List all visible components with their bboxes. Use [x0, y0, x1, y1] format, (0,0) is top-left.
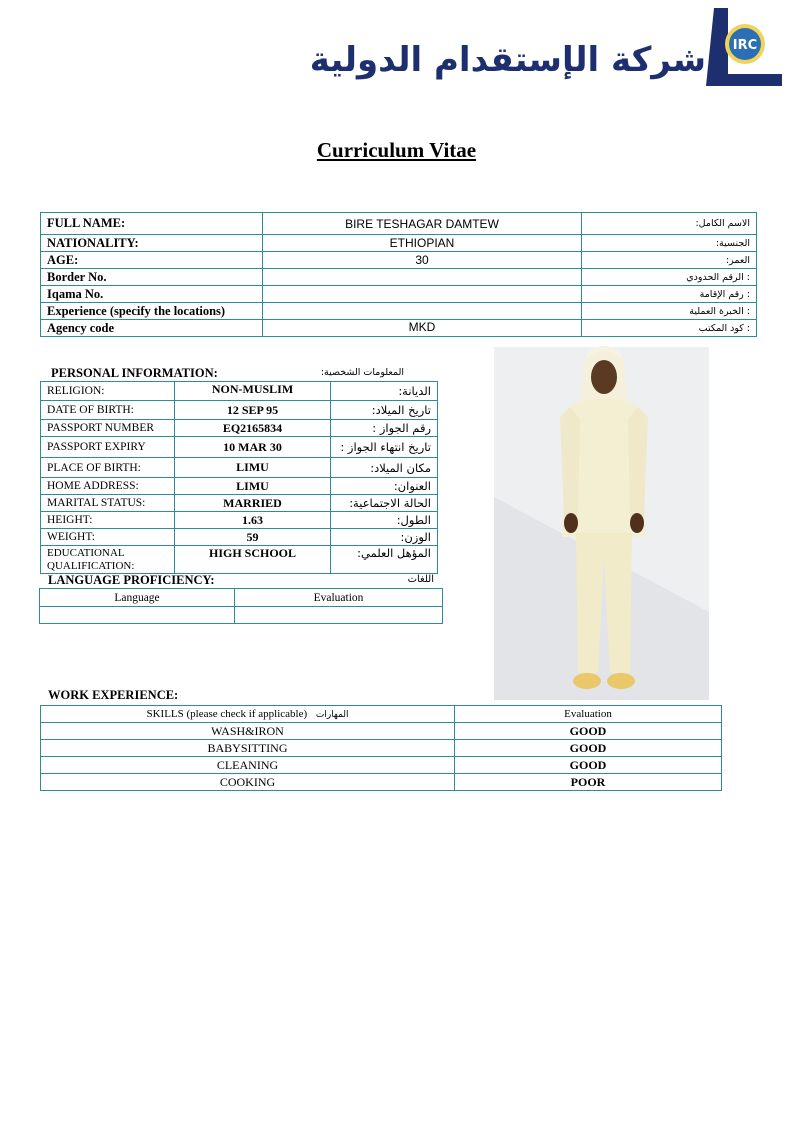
full-name-value: BIRE TESHAGAR DAMTEW: [263, 213, 582, 235]
education-value: HIGH SCHOOL: [175, 546, 331, 574]
experience-arabic: : الخبرة العملية: [582, 303, 757, 320]
passport-expiry-value: 10 MAR 30: [175, 437, 331, 458]
education-label: EDUCATIONAL QUALIFICATION:: [41, 546, 175, 574]
dob-label: DATE OF BIRTH:: [41, 401, 175, 420]
age-value: 30: [263, 252, 582, 269]
place-of-birth-label: PLACE OF BIRTH:: [41, 458, 175, 478]
table-row: [41, 252, 757, 269]
passport-number-value: EQ2165834: [175, 420, 331, 437]
skill-evaluation: GOOD: [455, 723, 722, 740]
skill-evaluation: POOR: [455, 774, 722, 791]
table-row: [41, 546, 438, 574]
age-label: AGE:: [41, 252, 263, 269]
skill-evaluation: GOOD: [455, 740, 722, 757]
marital-status-value: MARRIED: [175, 495, 331, 512]
border-no-label: Border No.: [41, 269, 263, 286]
nationality-label: NATIONALITY:: [41, 235, 263, 252]
border-no-value: [263, 269, 582, 286]
table-row: [41, 478, 438, 495]
language-heading-arabic: اللغات: [407, 574, 434, 585]
personal-info-heading-arabic: المعلومات الشخصية:: [320, 367, 404, 378]
agency-code-label: Agency code: [41, 320, 263, 337]
agency-code-arabic: : كود المكتب: [582, 320, 757, 337]
religion-value: NON-MUSLIM: [175, 382, 331, 401]
marital-status-label: MARITAL STATUS:: [41, 495, 175, 512]
language-cell: [40, 607, 235, 624]
experience-value: [263, 303, 582, 320]
table-row: [41, 401, 438, 420]
table-row: [41, 420, 438, 437]
table-row: [41, 495, 438, 512]
basic-info-table: [40, 212, 757, 337]
passport-number-arabic: رقم الجواز :: [331, 420, 438, 437]
personal-info-table: [40, 381, 438, 574]
personal-info-heading: PERSONAL INFORMATION:: [51, 366, 218, 380]
home-address-arabic: العنوان:: [331, 478, 438, 495]
weight-value: 59: [175, 529, 331, 546]
language-column-header: Language: [40, 589, 235, 607]
skills-column-arabic: المهارات: [315, 710, 349, 720]
religion-label: RELIGION:: [41, 382, 175, 401]
skills-table: [40, 705, 722, 791]
skill-name: WASH&IRON: [41, 723, 455, 740]
table-row: [41, 437, 438, 458]
table-row: [41, 757, 722, 774]
skill-evaluation: GOOD: [455, 757, 722, 774]
age-arabic: العمر:: [582, 252, 757, 269]
table-row: [40, 607, 443, 624]
document-title: Curriculum Vitae: [316, 138, 477, 162]
iqama-no-label: Iqama No.: [41, 286, 263, 303]
table-row: [40, 589, 443, 607]
iqama-no-value: [263, 286, 582, 303]
skill-name: COOKING: [41, 774, 455, 791]
table-row: [41, 774, 722, 791]
nationality-value: ETHIOPIAN: [263, 235, 582, 252]
full-name-label: FULL NAME:: [41, 213, 263, 235]
table-row: [41, 303, 757, 320]
full-name-arabic: الاسم الكامل:: [582, 213, 757, 235]
table-row: [41, 213, 757, 235]
table-row: [41, 458, 438, 478]
weight-label: WEIGHT:: [41, 529, 175, 546]
skills-evaluation-header: Evaluation: [455, 706, 722, 723]
border-no-arabic: : الرقم الحدودي: [582, 269, 757, 286]
table-row: [41, 269, 757, 286]
religion-arabic: الديانة:: [331, 382, 438, 401]
work-experience-heading: WORK EXPERIENCE:: [48, 688, 179, 702]
height-label: HEIGHT:: [41, 512, 175, 529]
irc-logo-mark: [706, 8, 782, 86]
company-logo-text: شركة الإستقدام الدولية: [309, 40, 706, 80]
dob-value: 12 SEP 95: [175, 401, 331, 420]
home-address-value: LIMU: [175, 478, 331, 495]
place-of-birth-arabic: مكان الميلاد:: [331, 458, 438, 478]
education-arabic: المؤهل العلمي:: [331, 546, 438, 574]
iqama-no-arabic: : رقم الإقامة: [582, 286, 757, 303]
table-row: [41, 382, 438, 401]
candidate-photo: [494, 347, 709, 700]
skill-name: CLEANING: [41, 757, 455, 774]
nationality-arabic: الجنسية:: [582, 235, 757, 252]
passport-number-label: PASSPORT NUMBER: [41, 420, 175, 437]
height-arabic: الطول:: [331, 512, 438, 529]
table-row: [41, 706, 722, 723]
language-heading: LANGUAGE PROFICIENCY:: [48, 573, 215, 587]
skills-column-label: SKILLS (please check if applicable): [146, 708, 308, 720]
marital-status-arabic: الحالة الاجتماعية:: [331, 495, 438, 512]
skills-column-header: [41, 706, 455, 723]
home-address-label: HOME ADDRESS:: [41, 478, 175, 495]
passport-expiry-label: PASSPORT EXPIRY: [41, 437, 175, 458]
language-table: [39, 588, 443, 624]
evaluation-cell: [235, 607, 443, 624]
place-of-birth-value: LIMU: [175, 458, 331, 478]
skill-name: BABYSITTING: [41, 740, 455, 757]
weight-arabic: الوزن:: [331, 529, 438, 546]
agency-code-value: MKD: [263, 320, 582, 337]
experience-label: Experience (specify the locations): [41, 303, 263, 320]
table-row: [41, 529, 438, 546]
evaluation-column-header: Evaluation: [235, 589, 443, 607]
passport-expiry-arabic: تاريخ انتهاء الجواز :: [331, 437, 438, 458]
dob-arabic: تاريخ الميلاد:: [331, 401, 438, 420]
table-row: [41, 235, 757, 252]
table-row: [41, 320, 757, 337]
table-row: [41, 286, 757, 303]
height-value: 1.63: [175, 512, 331, 529]
table-row: [41, 740, 722, 757]
logo-mark-text: IRC: [732, 38, 758, 53]
table-row: [41, 512, 438, 529]
table-row: [41, 723, 722, 740]
